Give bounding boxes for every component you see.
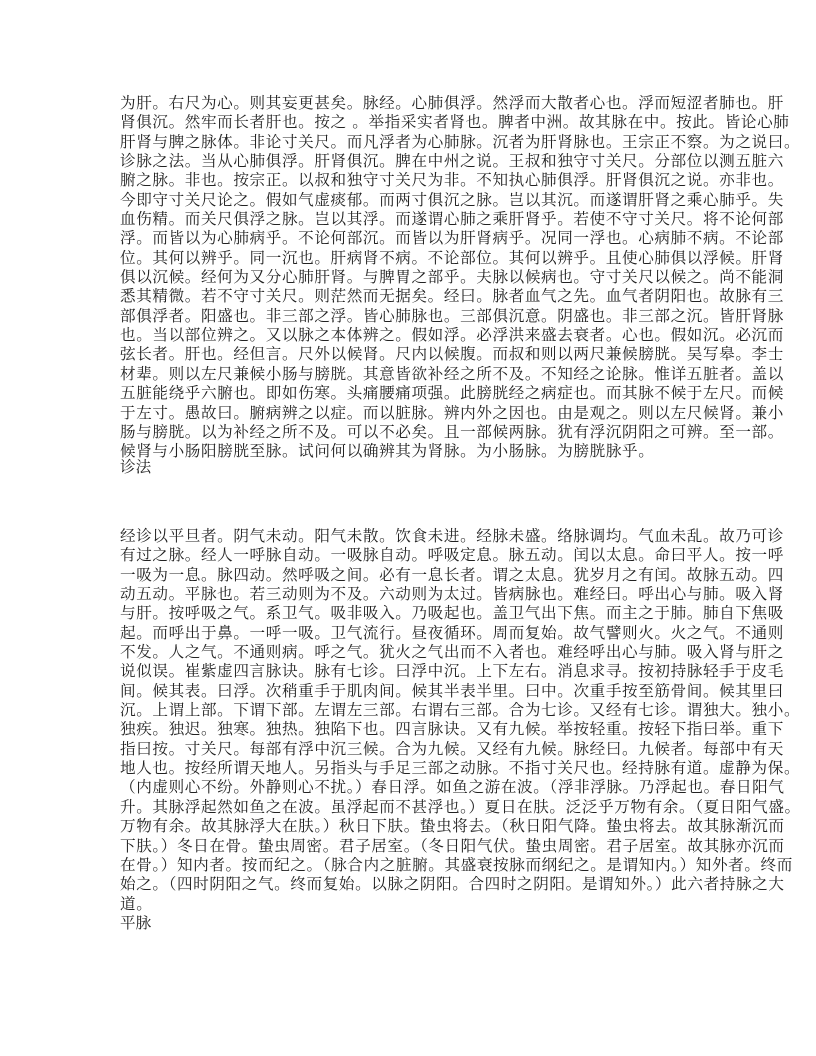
paragraph-diagnosis-method — [120, 527, 801, 914]
text-line: 于左寸。愚故曰。腑病辨之以症。而以脏脉。辨内外之因也。由是观之。则以左尺候肾。兼小 — [120, 403, 784, 422]
text-line: 指曰按。寸关尺。每部有浮中沉三候。合为九候。又经有九候。脉经曰。九候者。每部中有天 — [120, 739, 784, 758]
text-line: 腑之脉。非也。按宗正。以叔和独守寸关尺为非。不知执心肺俱浮。肝肾俱沉之说。亦非也。 — [120, 171, 784, 190]
paragraph-pulse-location — [120, 94, 800, 462]
text-line: 不发。人之气。不通则病。呼之气。犹火之气出而不入者也。难经呼出心与肺。吸入肾与肝之 — [120, 643, 784, 662]
text-line: 升。其脉浮起然如鱼之在波。虽浮起而不甚浮也。）夏日在肤。泛泛乎万物有余。（夏日阳气盛。 — [120, 797, 801, 816]
text-line: 五脏能绕乎六腑也。即如伤寒。头痛腰痛项强。此膀胱经之病症也。而其脉不候于左尺。而候 — [120, 384, 784, 403]
text-line: 位。其何以辨乎。同一沉也。肝病肾不病。不论部位。其何以辨乎。且使心肺俱以浮候。肝肾 — [120, 248, 784, 267]
text-line: （内虚则心不纷。外静则心不扰。）春日浮。如鱼之游在波。（浮非浮脉。乃浮起也。春日阳气 — [120, 778, 785, 797]
text-line: 间。候其表。曰浮。次稍重手于肌肉间。候其半表半里。曰中。次重手按至筋骨间。候其里曰 — [120, 681, 784, 700]
text-line: 有过之脉。经人一呼脉自动。一吸脉自动。呼吸定息。脉五动。闰以太息。命曰平人。按一呼 — [120, 546, 784, 565]
text-line: 诊脉之法。当从心肺俱浮。肝肾俱沉。脾在中州之说。王叔和独守寸关尺。分部位以测五脏六 — [120, 152, 784, 171]
text-line: 候肾与小肠阳膀胱至脉。试问何以确辨其为肾脉。为小肠脉。为膀胱脉乎。 — [120, 442, 655, 461]
text-line: 动五动。平脉也。若三动则为不及。六动则为太过。皆病脉也。难经曰。呼出心与肺。吸入肾 — [120, 585, 784, 604]
text-line: 俱以沉候。经何为又分心肺肝肾。与脾胃之部乎。夫脉以候病也。守寸关尺以候之。尚不能洞 — [120, 268, 784, 287]
text-line: 沉。上谓上部。下谓下部。左谓左三部。右谓右三部。合为七诊。又经有七诊。谓独大。独小。 — [120, 701, 801, 720]
text-line: 肾俱沉。然牢而长者肝也。按之 。举指采实者肾也。脾者中洲。故其脉在中。按此。皆论心肺 — [120, 113, 790, 132]
text-line: 肝肾与脾之脉体。非论寸关尺。而凡浮者为心肺脉。沉者为肝肾脉也。王宗正不察。为之说曰。 — [120, 132, 801, 151]
text-line: 一吸为一息。脉四动。然呼吸之间。必有一息长者。谓之太息。犹岁月之有闰。故脉五动。四 — [120, 565, 784, 584]
text-line: 在骨。）知内者。按而纪之。（脉合内之脏腑。其盛衰按脉而纲纪之。是谓知内。）知外者。终而 — [120, 855, 793, 874]
text-line: 血伤精。而关尺俱浮之脉。岂以其浮。而遂谓心肺之乘肝肾乎。若使不守寸关尺。将不论何部 — [120, 210, 784, 229]
text-line: 地人也。按经所谓天地人。另指头与手足三部之动脉。不指寸关尺也。经持脉有道。虚静为保。 — [120, 759, 801, 778]
text-line: 说似误。崔紫虚四言脉诀。脉有七诊。曰浮中沉。上下左右。消息求寻。按初持脉轻手于皮毛 — [120, 662, 784, 681]
text-line: 为肝。右尺为心。则其妄更甚矣。脉经。心肺俱浮。然浮而大散者心也。浮而短涩者肺也。肝 — [120, 94, 784, 112]
text-line: 独疾。独迟。独寒。独热。独陷下也。四言脉诀。又有九候。举按轻重。按轻下指曰举。重下 — [120, 720, 784, 739]
section-heading-normal-pulse: 平脉 — [120, 914, 152, 932]
text-line: 始之。（四时阴阳之气。终而复始。以脉之阴阳。合四时之阴阳。是谓知外。）此六者持脉之大 — [120, 875, 785, 894]
section-heading-diagnosis-method: 诊法 — [120, 458, 152, 476]
text-line: 与肝。按呼吸之气。系卫气。吸非吸入。乃吸起也。盖卫气出下焦。而主之于肺。肺自下焦吸 — [120, 604, 784, 623]
text-line: 万物有余。故其脉浮大在肤。）秋日下肤。蛰虫将去。（秋日阳气降。蛰虫将去。故其脉渐沉而 — [120, 817, 785, 836]
text-line: 弦长者。肝也。经但言。尺外以候肾。尺内以候腹。而叔和则以两尺兼候膀胱。吴写皋。李士 — [120, 345, 784, 364]
text-line: 起。而呼出于鼻。一呼一吸。卫气流行。昼夜循环。周而复始。故气譬则火。火之气。不通则 — [120, 623, 784, 642]
text-line: 材辈。则以左尺兼候小肠与膀胱。其意皆欲补经之所不及。不知经之论脉。惟详五脏者。盖以 — [120, 364, 784, 383]
text-line: 道。 — [120, 894, 153, 913]
text-line: 下肤。）冬日在骨。蛰虫周密。君子居室。（冬日阳气伏。蛰虫周密。君子居室。故其脉亦沉而 — [120, 836, 785, 855]
text-line: 部俱浮者。阳盛也。非三部之浮。皆心肺脉也。三部俱沉意。阴盛也。非三部之沉。皆肝肾脉 — [120, 306, 784, 325]
text-line: 也。当以部位辨之。又以脉之本体辨之。假如浮。必浮洪来盛去衰者。心也。假如沉。必沉而 — [120, 326, 784, 345]
text-line: 浮。而皆以为心肺病乎。不论何部沉。而皆以为肝肾病乎。况同一浮也。心病肺不病。不论部 — [120, 229, 784, 248]
text-line: 经诊以平旦者。阴气未动。阳气未散。饮食未进。经脉未盛。络脉调均。气血未乱。故乃可诊 — [120, 527, 784, 545]
text-line: 悉其精微。若不守寸关尺。则茫然而无据矣。经曰。脉者血气之先。血气者阴阳也。故脉有三 — [120, 287, 784, 306]
text-line: 肠与膀胱。以为补经之所不及。可以不必矣。且一部候两脉。犹有浮沉阴阳之可辨。至一部。 — [120, 422, 784, 441]
text-line: 今即守寸关尺论之。假如气虚痰郁。而两寸俱沉之脉。岂以其沉。而遂谓肝肾之乘心肺乎。失 — [120, 190, 784, 209]
